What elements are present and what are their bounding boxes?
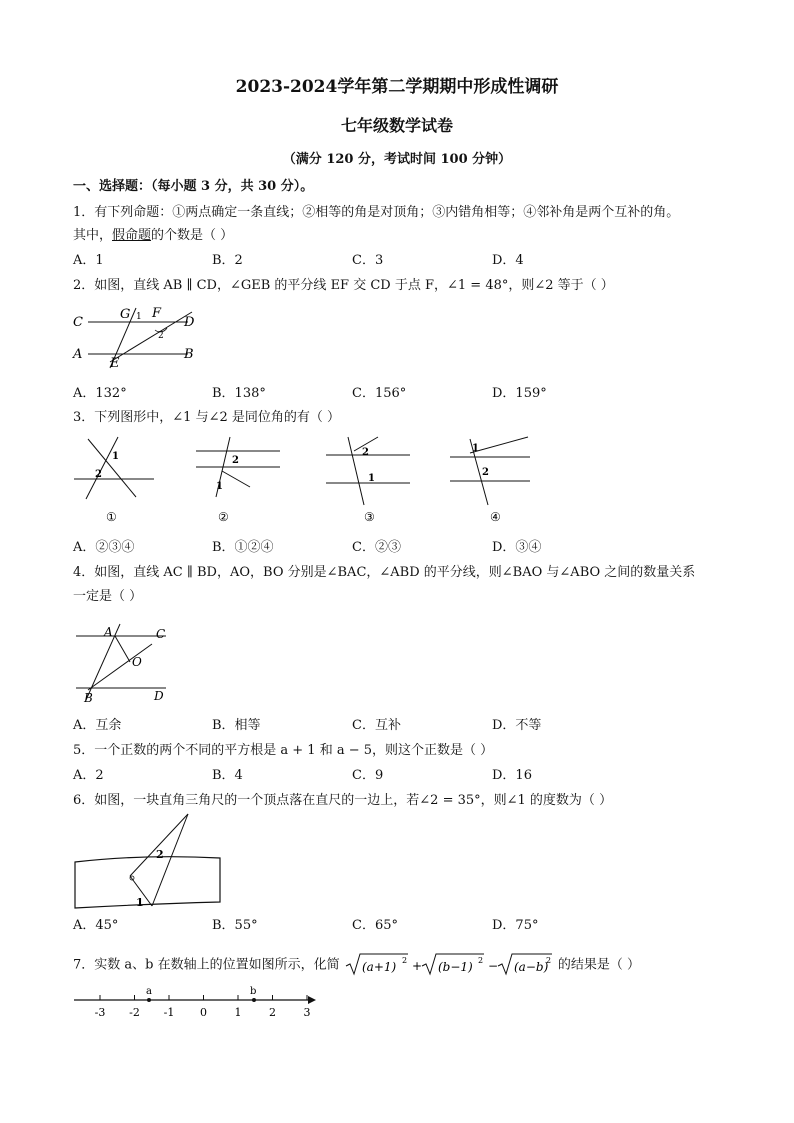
q4-stem-line2: 一定是（ ） — [73, 589, 143, 604]
q3-fig3-number: ③ — [364, 510, 375, 524]
q7-tick-label: 1 — [234, 1006, 242, 1019]
q1-line2-pre: 其中， — [73, 228, 113, 243]
q2-label-e: E — [110, 356, 120, 371]
q7-stem-post: 的结果是（ ） — [557, 957, 641, 973]
q3-option-c[interactable]: C．②③ — [352, 540, 401, 555]
q4-label-a: A — [104, 625, 113, 639]
q2-option-b[interactable]: B．138° — [212, 386, 266, 401]
q4-label-d: D — [154, 689, 164, 703]
q7-tick-label: 0 — [200, 1006, 207, 1019]
q6-option-a[interactable]: A．45° — [73, 918, 119, 933]
q3-figure-1 — [74, 437, 154, 524]
q3-fig1-number: ① — [106, 510, 117, 524]
q7-stem-pre: 7．实数 a、b 在数轴上的位置如图所示，化简 — [73, 957, 340, 973]
q2-option-a[interactable]: A．132° — [73, 386, 127, 401]
q4-option-c[interactable]: C．互补 — [352, 718, 401, 733]
q3-fig4-number: ④ — [490, 510, 501, 524]
q3-fig4-angle-1: 1 — [472, 443, 479, 454]
q3-option-a[interactable]: A．②③④ — [73, 540, 135, 555]
q7-exp-2: 2 — [477, 956, 483, 965]
q3-fig2-angle-2: 2 — [232, 455, 239, 466]
q2-label-2: 2 — [158, 331, 164, 341]
q6-option-d[interactable]: D．75° — [492, 918, 539, 933]
q5-option-c[interactable]: C．9 — [352, 768, 384, 783]
q3-figures — [70, 433, 540, 525]
q1-line2-underlined: 假命题 — [112, 228, 152, 243]
q7-point-b: b — [250, 986, 257, 997]
q2-label-c: C — [73, 315, 83, 330]
q7-expression — [344, 952, 554, 978]
q3-stem: 3．下列图形中，∠1 与∠2 是同位角的有（ ） — [73, 410, 340, 425]
q5-option-d[interactable]: D．16 — [492, 768, 532, 783]
q3-option-b[interactable]: B．①②④ — [212, 540, 274, 555]
q7-stem — [73, 952, 640, 978]
q7-radical-3: (a−b) — [513, 960, 549, 974]
q3-figure-3 — [326, 437, 410, 524]
q2-label-g: G — [120, 307, 131, 322]
q7-tick-label: 2 — [269, 1006, 276, 1019]
q7-tick-label: 3 — [303, 1006, 311, 1019]
q4-label-o: O — [132, 655, 142, 669]
q2-label-1: 1 — [136, 312, 142, 322]
q6-option-b[interactable]: B．55° — [212, 918, 258, 933]
q2-label-b: B — [184, 347, 194, 362]
exam-note: （满分 120 分，考试时间 100 分钟） — [282, 152, 512, 167]
q3-option-d[interactable]: D．③④ — [492, 540, 542, 555]
q1-stem-line1: 1．有下列命题：①两点确定一条直线；②相等的角是对顶角；③内错角相等；④邻补角是两个互补的角。 — [73, 205, 680, 220]
svg-text:+: + — [411, 959, 422, 973]
q6-angle-2: 2 — [156, 848, 164, 861]
q7-number-line — [70, 984, 330, 1024]
q3-fig3-angle-1: 1 — [368, 473, 375, 484]
q7-radical-1: (a+1) — [361, 960, 396, 974]
q4-option-b[interactable]: B．相等 — [212, 718, 261, 733]
q7-point-a: a — [146, 986, 152, 997]
q7-tick-label: -3 — [94, 1006, 106, 1019]
q4-stem-line1: 4．如图，直线 AC ∥ BD，AO，BO 分别是∠BAC，∠ABD 的平分线，则∠BAO 与∠ABO 之间的数量关系 — [73, 565, 696, 580]
q3-fig4-angle-2: 2 — [482, 467, 489, 478]
q2-figure — [70, 300, 210, 372]
q2-option-c[interactable]: C．156° — [352, 386, 407, 401]
q5-option-b[interactable]: B．4 — [212, 768, 243, 783]
q4-option-d[interactable]: D．不等 — [492, 718, 542, 733]
q3-fig1-angle-1: 1 — [112, 451, 119, 462]
q1-line2-post: 的个数是（ ） — [151, 228, 234, 243]
q3-figure-4 — [450, 437, 530, 524]
q6-angle-1: 1 — [136, 896, 144, 909]
q1-option-d[interactable]: D．4 — [492, 253, 524, 268]
q2-stem: 2．如图，直线 AB ∥ CD，∠GEB 的平分线 EF 交 CD 于点 F，∠1 = 48°，则∠2 等于（ ） — [73, 278, 614, 293]
exam-subtitle: 七年级数学试卷 — [340, 116, 453, 135]
q4-label-c: C — [156, 627, 166, 641]
q1-option-a[interactable]: A．1 — [73, 253, 104, 268]
q7-exp-1: 2 — [401, 956, 407, 965]
q1-option-b[interactable]: B．2 — [212, 253, 243, 268]
q3-fig2-angle-1: 1 — [216, 481, 223, 492]
q1-stem-line2 — [73, 224, 233, 243]
q7-exp-3: 2 — [545, 956, 551, 965]
q2-label-f: F — [152, 306, 162, 321]
q6-figure — [70, 810, 230, 910]
q5-option-a[interactable]: A．2 — [73, 768, 104, 783]
svg-text:−: − — [487, 959, 498, 973]
section-heading: 一、选择题：（每小题 3 分，共 30 分）。 — [73, 179, 314, 194]
q4-option-a[interactable]: A．互余 — [73, 718, 122, 733]
q3-figure-2 — [196, 437, 280, 524]
q7-tick-label: -1 — [163, 1006, 175, 1019]
q1-option-c[interactable]: C．3 — [352, 253, 384, 268]
q4-figure — [70, 620, 180, 706]
q2-label-d: D — [184, 315, 195, 330]
q3-fig3-angle-2: 2 — [362, 447, 369, 458]
q3-fig2-number: ② — [218, 510, 229, 524]
q5-stem: 5．一个正数的两个不同的平方根是 a + 1 和 a − 5，则这个正数是（ ） — [73, 743, 494, 758]
q4-label-b: B — [84, 691, 93, 705]
q7-radical-2: (b−1) — [437, 960, 473, 974]
q7-radical-expression — [344, 952, 554, 978]
q2-option-d[interactable]: D．159° — [492, 386, 547, 401]
q7-tick-label: -2 — [129, 1006, 140, 1019]
q6-option-c[interactable]: C．65° — [352, 918, 398, 933]
q3-fig1-angle-2: 2 — [95, 469, 102, 480]
q6-stem: 6．如图，一块直角三角尺的一个顶点落在直尺的一边上，若∠2 = 35°，则∠1 的度数为（ ） — [73, 793, 613, 808]
q2-label-a: A — [73, 347, 83, 362]
exam-title: 2023-2024学年第二学期期中形成性调研 — [235, 77, 559, 97]
